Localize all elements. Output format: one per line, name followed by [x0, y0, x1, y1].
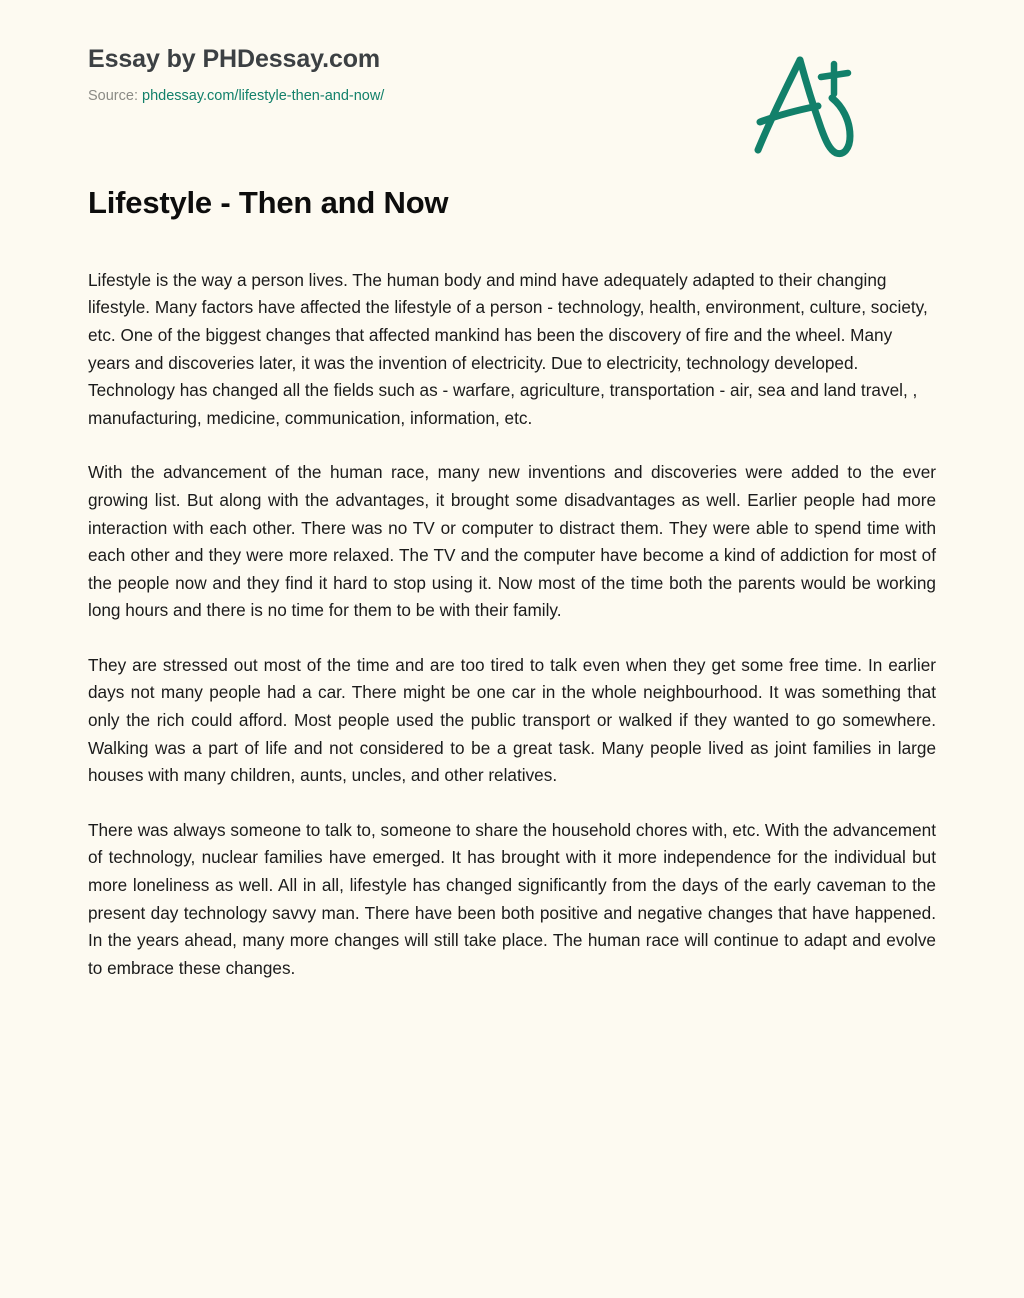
essay-paragraph: Lifestyle is the way a person lives. The human body and mind have adequately adapted to their changing lifestyle. Many factors have affected the lifestyle of a person - technology, health, environment, culture, society, etc. One of the biggest changes that affected mankind has been the discovery of fire and the wheel. Many years and discoveries later, it was the invention of electricity. Due to electricity, technology developed. Technology has changed all the fields such as - warfare, agriculture, transportation - air, sea and land travel, , manufacturing, medicine, communication, information, etc.	[88, 269, 928, 428]
source-url-link[interactable]: phdessay.com/lifestyle-then-and-now/	[142, 88, 385, 104]
essay-body	[88, 223, 936, 983]
brand-title: Essay by PHDessay.com	[88, 45, 381, 73]
essay-paragraph: There was always someone to talk to, someone to share the household chores with, etc. With the advancement of technology, nuclear families have emerged. It has brought with it more independence for the individual but more loneliness as well. All in all, lifestyle has changed significantly from the days of the early caveman to the present day technology savvy man. There have been both positive and negative changes that have happened. In the years ahead, many more changes will still take place. The human race will continue to adapt and evolve to embrace these changes.	[88, 819, 936, 978]
essay-paragraph: They are stressed out most of the time and are too tired to talk even when they get some free time. In earlier days not many people had a car. There might be one car in the whole neighbourhood. It was something that only the rich could afford. Most people used the public transport or walked if they wanted to go somewhere. Walking was a part of life and not considered to be a great task. Many people lived as joint families in large houses with many children, aunts, uncles, and other relatives.	[88, 654, 936, 786]
source-label: Source:	[88, 88, 138, 104]
page-title: Lifestyle - Then and Now	[88, 185, 449, 220]
a-plus-logo	[738, 46, 858, 162]
page-header	[88, 0, 936, 128]
essay-paragraph: With the advancement of the human race, many new inventions and discoveries were added to the ever growing list. But along with the advantages, it brought some disadvantages as well. Earlier people had more interaction with each other. There was no TV or computer to distract them. They were able to spend time with each other and they were more relaxed. The TV and the computer have become a kind of addiction for most of the people now and they find it hard to stop using it. Now most of the time both the parents would be working long hours and there is no time for them to be with their family.	[88, 462, 936, 621]
